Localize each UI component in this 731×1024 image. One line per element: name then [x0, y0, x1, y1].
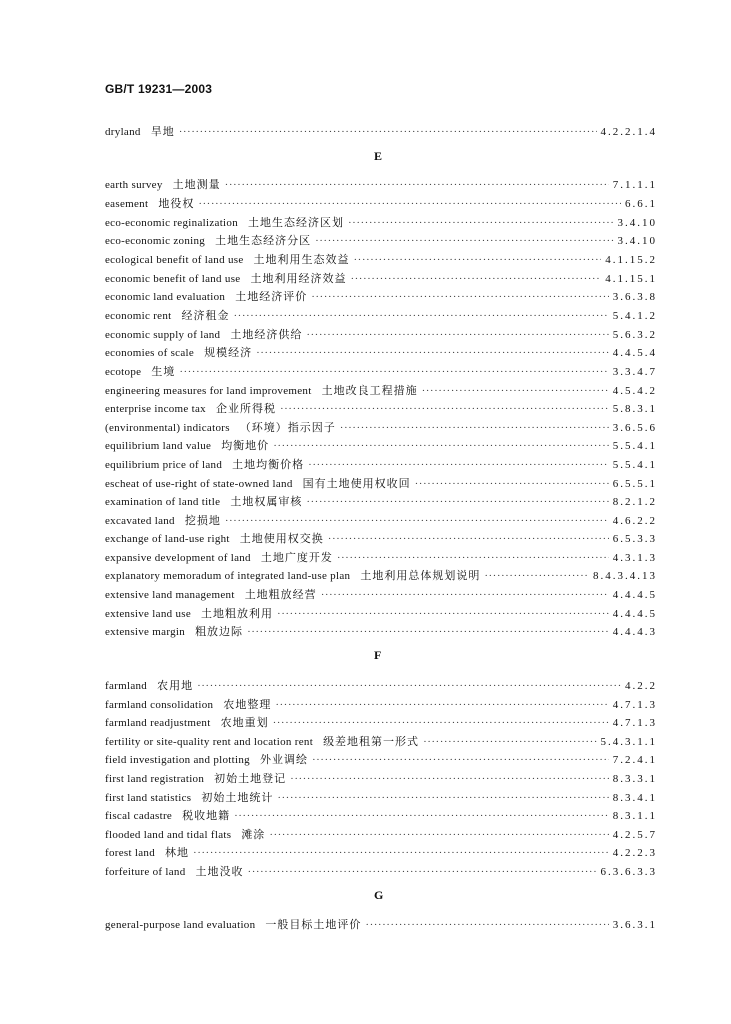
index-entry [105, 123, 657, 141]
entry-term-zh: 农地重划 [220, 717, 269, 729]
entry-term-en: engineering measures for land improvement [105, 385, 312, 397]
dot-leader [179, 126, 597, 138]
entry-term-zh: 土地利用经济效益 [250, 273, 347, 285]
dot-leader [225, 179, 609, 191]
entry-clause-number: 4.3.1.3 [612, 552, 657, 564]
dot-leader [247, 626, 609, 638]
dot-leader [234, 810, 609, 822]
entry-term-en: forfeiture of land [105, 866, 186, 878]
index-entry [105, 363, 657, 381]
entry-term-en: general-purpose land evaluation [105, 919, 256, 931]
index-entry [105, 214, 657, 232]
dot-leader [315, 235, 613, 247]
index-entry [105, 456, 657, 474]
entry-term-en: expansive development of land [105, 552, 251, 564]
entry-term-en: equilibrium price of land [105, 459, 223, 471]
entry-term-zh: 土地经济评价 [235, 291, 308, 303]
entry-clause-number: 5.4.3.1.1 [600, 736, 657, 748]
dot-leader [198, 198, 621, 210]
entry-clause-number: 5.5.4.1 [612, 440, 657, 452]
index-entry [105, 677, 657, 695]
dot-leader [306, 329, 608, 341]
dot-leader [269, 829, 608, 841]
dot-leader [350, 273, 601, 285]
entry-term-en: economic rent [105, 310, 172, 322]
entry-term-en: equilibrium land value [105, 440, 212, 452]
entry-clause-number: 4.7.1.3 [612, 699, 657, 711]
index-entry [105, 826, 657, 844]
dot-leader [312, 754, 609, 766]
entry-clause-number: 4.2.2.1.4 [600, 126, 657, 138]
dot-leader [308, 459, 609, 471]
entry-term-en: excavated land [105, 515, 175, 527]
entry-term-zh: 土地生态经济区划 [248, 217, 345, 229]
entry-term-zh: 土地没收 [195, 866, 244, 878]
entry-term-zh: 土地经济供给 [230, 329, 303, 341]
entry-term-en: farmland [105, 680, 148, 692]
index-entry [105, 586, 657, 604]
entry-term-zh: 均衡地价 [221, 440, 270, 452]
entry-clause-number: 3.4.10 [617, 217, 657, 229]
entry-term-zh: 外业调绘 [259, 754, 308, 766]
index-entry [105, 789, 657, 807]
entry-term-en: explanatory memoradum of integrated land-use plan [105, 570, 351, 582]
entry-term-en: economic land evaluation [105, 291, 226, 303]
entry-clause-number: 6.3.6.3.3 [600, 866, 657, 878]
entry-clause-number: 3.6.3.8 [612, 291, 657, 303]
entry-clause-number: 4.1.15.2 [605, 254, 657, 266]
entry-clause-number: 5.8.3.1 [612, 403, 657, 415]
entry-term-zh: 粗放边际 [195, 626, 244, 638]
entry-term-zh: 土地测量 [172, 179, 221, 191]
entry-term-en: farmland consolidation [105, 699, 214, 711]
entry-clause-number: 7.2.4.1 [612, 754, 657, 766]
entry-term-zh: 税收地籍 [182, 810, 231, 822]
entry-clause-number: 3.3.4.7 [612, 366, 657, 378]
dot-leader [179, 366, 608, 378]
entry-term-zh: 土地生态经济分区 [215, 235, 312, 247]
dot-leader [275, 699, 608, 711]
dot-leader [225, 515, 609, 527]
index-entry [105, 437, 657, 455]
entry-term-zh: 挖损地 [184, 515, 221, 527]
entry-term-en: extensive land management [105, 589, 235, 601]
index-entry [105, 493, 657, 511]
entry-clause-number: 6.6.1 [625, 198, 657, 210]
entry-clause-number: 5.5.4.1 [612, 459, 657, 471]
section-letter-g: G [374, 888, 384, 902]
dot-leader [328, 533, 609, 545]
entry-term-zh: 级差地租第一形式 [323, 736, 420, 748]
entry-term-en: extensive land use [105, 608, 192, 620]
entry-term-zh: 初始土地登记 [214, 773, 287, 785]
entry-term-zh: 土地广度开发 [260, 552, 333, 564]
index-entry [105, 176, 657, 194]
index-entry [105, 326, 657, 344]
entry-term-zh: 土地使用权交换 [239, 533, 324, 545]
entry-term-zh: 生境 [151, 366, 176, 378]
entry-term-en: dryland [105, 126, 141, 138]
entry-term-zh: 林地 [165, 847, 190, 859]
entry-term-en: farmland readjustment [105, 717, 211, 729]
dot-leader [321, 589, 609, 601]
entry-term-en: fiscal cadastre [105, 810, 173, 822]
entry-clause-number: 3.4.10 [617, 235, 657, 247]
dot-leader [311, 291, 609, 303]
entry-term-zh: 土地粗放利用 [201, 608, 274, 620]
entry-clause-number: 6.5.5.1 [612, 478, 657, 490]
entry-term-en: exchange of land-use right [105, 533, 230, 545]
entry-term-en: ecological benefit of land use [105, 254, 244, 266]
dot-leader [197, 680, 621, 692]
entry-clause-number: 8.3.4.1 [612, 792, 657, 804]
entry-term-zh: 土地粗放经营 [244, 589, 317, 601]
index-entry [105, 419, 657, 437]
index-entry [105, 696, 657, 714]
entry-term-zh: 旱地 [150, 126, 175, 138]
dot-leader [256, 347, 609, 359]
dot-leader [277, 792, 608, 804]
index-entry [105, 605, 657, 623]
index-entry [105, 344, 657, 362]
dot-leader [248, 866, 597, 878]
entry-clause-number: 4.2.2.3 [612, 847, 657, 859]
entry-term-zh: 土地改良工程措施 [321, 385, 418, 397]
index-entry [105, 770, 657, 788]
index-entry [105, 400, 657, 418]
index-entry [105, 232, 657, 250]
entry-term-en: ecotope [105, 366, 142, 378]
dot-leader [273, 440, 609, 452]
entry-term-en: first land statistics [105, 792, 192, 804]
entry-term-en: examination of land title [105, 496, 221, 508]
dot-leader [354, 254, 602, 266]
dot-leader [280, 403, 609, 415]
entry-clause-number: 4.5.4.2 [612, 385, 657, 397]
entry-term-zh: 企业所得税 [215, 403, 276, 415]
entry-clause-number: 4.4.4.3 [612, 626, 657, 638]
entry-clause-number: 4.7.1.3 [612, 717, 657, 729]
entry-term-zh: 农地整理 [223, 699, 272, 711]
entry-clause-number: 4.4.5.4 [612, 347, 657, 359]
entry-clause-number: 8.3.1.1 [612, 810, 657, 822]
index-entry [105, 567, 657, 585]
entry-term-en: earth survey [105, 179, 163, 191]
entry-clause-number: 4.4.4.5 [612, 589, 657, 601]
entry-clause-number: 4.1.15.1 [605, 273, 657, 285]
dot-leader [348, 217, 613, 229]
entry-term-en: eco-economic zoning [105, 235, 206, 247]
index-entry [105, 714, 657, 732]
index-entry [105, 530, 657, 548]
entry-term-en: field investigation and plotting [105, 754, 250, 766]
dot-leader [193, 847, 609, 859]
entry-clause-number: 5.6.3.2 [612, 329, 657, 341]
dot-leader [290, 773, 609, 785]
entry-term-zh: 经济租金 [181, 310, 230, 322]
entry-term-zh: 土地利用生态效益 [253, 254, 350, 266]
index-entry [105, 382, 657, 400]
entry-term-zh: 地役权 [158, 198, 195, 210]
index-entry [105, 807, 657, 825]
page-header-standard-number: GB/T 19231—2003 [105, 82, 213, 96]
entry-term-zh: 初始土地统计 [201, 792, 274, 804]
index-entry [105, 733, 657, 751]
dot-leader [422, 385, 609, 397]
index-entry [105, 251, 657, 269]
index-entry [105, 623, 657, 641]
index-entry [105, 863, 657, 881]
entry-term-zh: 规模经济 [204, 347, 253, 359]
index-entry [105, 307, 657, 325]
entry-clause-number: 3.6.5.6 [612, 422, 657, 434]
entry-term-zh: 土地均衡价格 [232, 459, 305, 471]
dot-leader [423, 736, 596, 748]
entry-clause-number: 5.4.1.2 [612, 310, 657, 322]
entry-term-en: (environmental) indicators [105, 422, 230, 434]
index-entry [105, 270, 657, 288]
index-entry [105, 916, 657, 934]
entry-clause-number: 4.4.4.5 [612, 608, 657, 620]
entry-clause-number: 4.2.2 [625, 680, 657, 692]
dot-leader [365, 919, 608, 931]
entry-clause-number: 6.5.3.3 [612, 533, 657, 545]
entry-term-en: flooded land and tidal flats [105, 829, 232, 841]
entry-clause-number: 8.3.3.1 [612, 773, 657, 785]
index-entry [105, 549, 657, 567]
entry-term-zh: 国有土地使用权收回 [302, 478, 411, 490]
entry-term-en: economic benefit of land use [105, 273, 241, 285]
dot-leader [234, 310, 609, 322]
dot-leader [273, 717, 609, 729]
entry-term-en: eco-economic reginalization [105, 217, 239, 229]
section-letter-e: E [374, 149, 383, 163]
dot-leader [337, 552, 609, 564]
entry-term-zh: 土地利用总体规划说明 [360, 570, 481, 582]
entry-term-en: easement [105, 198, 149, 210]
entry-term-zh: 农用地 [157, 680, 194, 692]
entry-clause-number: 4.6.2.2 [612, 515, 657, 527]
entry-term-en: fertility or site-quality rent and location rent [105, 736, 314, 748]
section-letter-f: F [374, 648, 382, 662]
index-entry [105, 195, 657, 213]
entry-clause-number: 7.1.1.1 [612, 179, 657, 191]
index-entry [105, 475, 657, 493]
index-entry [105, 288, 657, 306]
entry-term-en: escheat of use-right of state-owned land [105, 478, 293, 490]
index-entry [105, 512, 657, 530]
entry-clause-number: 4.2.5.7 [612, 829, 657, 841]
entry-term-zh: 土地权属审核 [230, 496, 303, 508]
dot-leader [415, 478, 609, 490]
dot-leader [484, 570, 589, 582]
dot-leader [306, 496, 608, 508]
entry-term-en: economies of scale [105, 347, 195, 359]
entry-term-en: first land registration [105, 773, 205, 785]
entry-term-zh: （环境）指示因子 [239, 422, 336, 434]
entry-term-zh: 滩涂 [241, 829, 266, 841]
entry-term-en: enterprise income tax [105, 403, 206, 415]
entry-clause-number: 8.2.1.2 [612, 496, 657, 508]
entry-clause-number: 8.4.3.4.13 [593, 570, 657, 582]
entry-term-en: forest land [105, 847, 156, 859]
dot-leader [277, 608, 609, 620]
index-entry [105, 751, 657, 769]
entry-term-en: economic supply of land [105, 329, 221, 341]
entry-term-en: extensive margin [105, 626, 186, 638]
dot-leader [340, 422, 609, 434]
entry-clause-number: 3.6.3.1 [612, 919, 657, 931]
entry-term-zh: 一般目标土地评价 [265, 919, 362, 931]
index-entry [105, 844, 657, 862]
